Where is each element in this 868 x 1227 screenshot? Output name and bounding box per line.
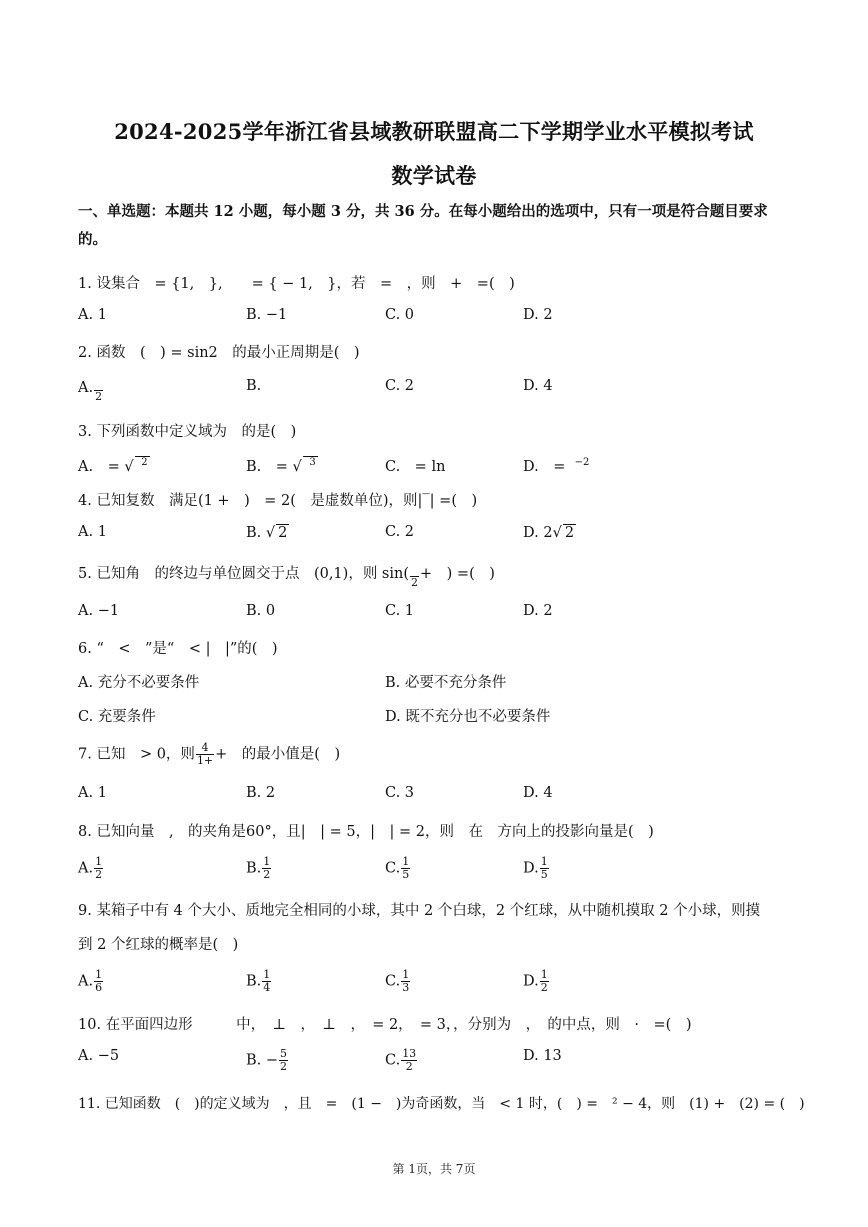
option-d: D. 2√ 2	[523, 525, 575, 541]
question-9-line-2: 到 2 个红球的概率是( )	[78, 937, 239, 953]
option-a: A. 1	[78, 785, 107, 801]
option-d: D. 2	[523, 307, 553, 323]
question-5-options	[78, 603, 790, 627]
option-b: B. √ 2	[246, 525, 288, 541]
question-7-options	[78, 785, 790, 809]
option-b: B. $\frac{1}{4}$	[246, 968, 271, 994]
question-1: 1. 设集合 = {1, }, = { − 1, }，若 = ，则 + =( )	[78, 276, 515, 292]
question-2-options	[78, 378, 790, 402]
option-b: B. 2	[246, 785, 276, 801]
question-3: 3. 下列函数中定义域为 的是( )	[78, 424, 297, 440]
option-d: D. 2	[523, 603, 553, 619]
option-d: D. $\frac{1}{2}$	[523, 968, 548, 994]
option-a: A. $\frac{1}{6}$	[78, 968, 103, 994]
option-c: C. $\frac{1}{5}$	[385, 855, 410, 881]
option-c: C. $\frac{13}{2}$	[385, 1047, 417, 1073]
question-9-options	[78, 969, 790, 999]
option-c: C. 充要条件	[78, 709, 156, 725]
option-a: A. $\frac{1}{2}$	[78, 855, 103, 881]
option-d: D. = $^{-2}$	[523, 457, 590, 475]
question-10: 10. 在平面四边形 中， ⊥ ， ⊥ ， = 2， = 3，，分别为 ， 的中点，则 · =( )	[78, 1017, 692, 1033]
option-d: D. 4	[523, 378, 553, 394]
option-b: B.	[246, 378, 262, 394]
option-b: B. −1	[246, 307, 288, 323]
question-4: 4. 已知复数 满足(1 + ) = 2( 是虚数单位)，则|‾| =( )	[78, 493, 478, 509]
question-6: 6. “ < ”是“ < | |”的( )	[78, 641, 278, 657]
question-6-options-row1	[78, 671, 790, 695]
option-c: C. 1	[385, 603, 415, 619]
option-a: A. 1	[78, 524, 107, 540]
option-c: C. 2	[385, 524, 415, 540]
option-b: B. − $\frac{5}{2}$	[246, 1047, 288, 1073]
option-b: B. = √ $^3$	[246, 457, 316, 475]
exam-title: 2024-2025学年浙江省县域教研联盟高二下学期学业水平模拟考试	[114, 119, 754, 144]
option-c: C. $\frac{1}{3}$	[385, 968, 410, 994]
option-a: A. 1	[78, 307, 107, 323]
question-8: 8. 已知向量 , 的夹角是60°，且| | = 5，| | = 2，则 在 方向上的投影向量是( )	[78, 824, 654, 840]
page-footer: 第 1页，共 7页	[392, 1162, 476, 1176]
question-1-options	[78, 307, 790, 331]
option-d: D. 4	[523, 785, 553, 801]
question-8-options	[78, 856, 790, 886]
exam-subtitle: 数学试卷	[391, 163, 477, 188]
option-d: D. $\frac{1}{5}$	[523, 855, 548, 881]
option-a: A. 2	[78, 380, 103, 403]
section-heading: 一、单选题：本题共 12 小题，每小题 3 分，共 36 分。在每小题给出的选项中，只有一项是符合题目要求的。	[78, 203, 768, 248]
question-7: 7. 已知 > 0，则 $\frac{4}{1+}$ + 的最小值是( )	[78, 741, 341, 767]
option-c: C. 3	[385, 785, 415, 801]
option-a: A. −1	[78, 603, 120, 619]
question-4-options	[78, 524, 790, 548]
option-c: C. 2	[385, 378, 415, 394]
question-11: 11. 已知函数 ( )的定义域为 ，且 = (1 − )为奇函数，当 < 1 时，( ) = ² − 4，则 (1) + (2) = ( )	[78, 1096, 805, 1112]
option-d: D. 13	[523, 1048, 562, 1064]
option-d: D. 既不充分也不必要条件	[385, 709, 551, 725]
option-a: A. = √ $^2$	[78, 457, 148, 475]
option-c: C. 0	[385, 307, 415, 323]
question-3-options	[78, 455, 790, 479]
question-5: 5. 已知角 的终边与单位圆交于点 (0,1)，则 sin( 2 + ) =( )	[78, 566, 495, 589]
option-b: B. $\frac{1}{2}$	[246, 855, 271, 881]
question-9-line-1: 9. 某箱子中有 4 个大小、质地完全相同的小球，其中 2 个白球，2 个红球，从中随机摸取 2 个小球，则摸	[78, 903, 761, 919]
question-10-options	[78, 1048, 790, 1078]
option-b: B. 必要不充分条件	[385, 675, 507, 691]
option-b: B. 0	[246, 603, 276, 619]
question-6-options-row2	[78, 705, 790, 729]
question-2: 2. 函数 ( ) = sin2 的最小正周期是( )	[78, 345, 360, 361]
option-c: C. = ln	[385, 459, 446, 475]
option-a: A. −5	[78, 1048, 120, 1064]
option-a: A. 充分不必要条件	[78, 675, 200, 691]
